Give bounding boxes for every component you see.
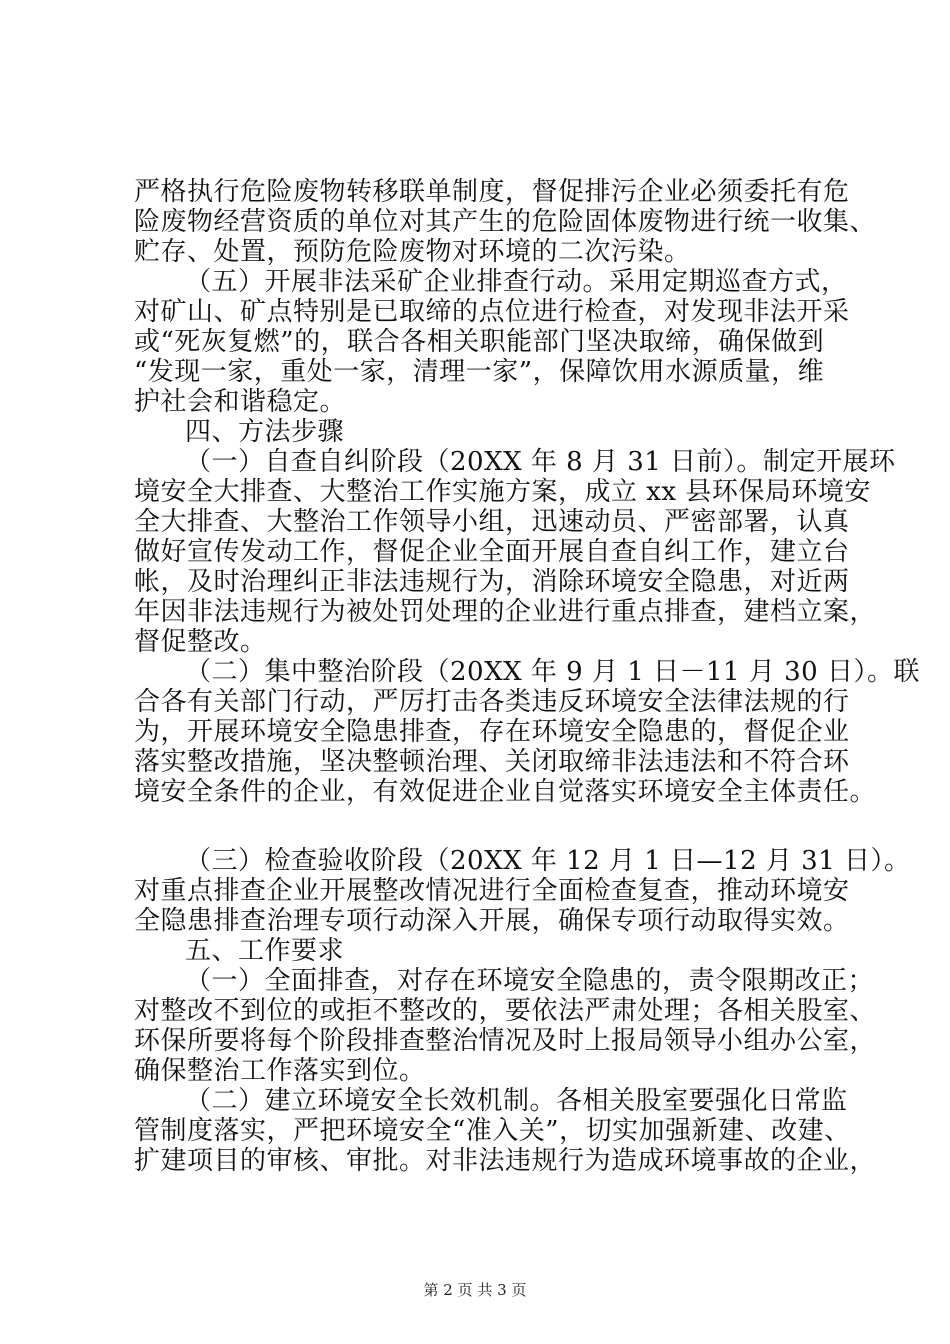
text-line: （二）集中整治阶段（20XX 年 9 月 1 日－11 月 30 日）。联: [185, 657, 920, 687]
text-line: 年因非法违规行为被处罚处理的企业进行重点排查，建档立案，: [134, 597, 877, 627]
text-line: 合各有关部门行动，严厉打击各类违反环境安全法律法规的行: [134, 687, 850, 717]
text-line: 确保整治工作落实到位。: [134, 1056, 426, 1086]
section-heading: 五、工作要求: [185, 936, 345, 966]
text-line: （三）检查验收阶段（20XX 年 12 月 1 日—12 月 31 日）。: [185, 846, 911, 876]
text-line: 环保所要将每个阶段排查整治情况及时上报局领导小组办公室，: [134, 1026, 877, 1056]
text-line: 险废物经营资质的单位对其产生的危险固体废物进行统一收集、: [134, 207, 877, 237]
text-line: 护社会和谐稳定。: [134, 387, 347, 417]
text-line: 落实整改措施，坚决整顿治理、关闭取缔非法违法和不符合环: [134, 747, 850, 777]
text-line: 做好宣传发动工作，督促企业全面开展自查自纠工作，建立台: [134, 537, 850, 567]
text-line: 督促整改。: [134, 627, 267, 657]
text-line: 对矿山、矿点特别是已取缔的点位进行检查，对发现非法开采: [134, 297, 850, 327]
text-line: （五）开展非法采矿企业排查行动。采用定期巡查方式，: [185, 267, 848, 297]
text-line: “发现一家，重处一家，清理一家”，保障饮用水源质量，维: [134, 357, 825, 387]
text-line: 全大排查、大整治工作领导小组，迅速动员、严密部署，认真: [134, 507, 850, 537]
text-line: 为，开展环境安全隐患排查，存在环境安全隐患的，督促企业: [134, 717, 850, 747]
text-line: 境安全大排查、大整治工作实施方案，成立 xx 县环保局环境安: [134, 477, 871, 507]
text-line: 帐，及时治理纠正非法违规行为，消除环境安全隐患，对近两: [134, 567, 850, 597]
section-heading: 四、方法步骤: [185, 417, 345, 447]
text-line: 严格执行危险废物转移联单制度，督促排污企业必须委托有危: [134, 177, 850, 207]
text-line: 扩建项目的审核、审批。对非法违规行为造成环境事故的企业，: [134, 1146, 877, 1176]
text-line: （一）全面排查，对存在环境安全隐患的，责令限期改正；: [185, 966, 875, 996]
text-line: 对整改不到位的或拒不整改的，要依法严肃处理；各相关股室、: [134, 996, 877, 1026]
text-line: 管制度落实，严把环境安全“准入关”，切实加强新建、改建、: [134, 1116, 851, 1146]
page-number-footer: 第 2 页 共 3 页: [423, 1281, 527, 1299]
text-line: 对重点排查企业开展整改情况进行全面检查复查，推动环境安: [134, 876, 850, 906]
text-line: （二）建立环境安全长效机制。各相关股室要强化日常监: [185, 1086, 848, 1116]
text-line: （一）自查自纠阶段（20XX 年 8 月 31 日前）。制定开展环: [185, 447, 896, 477]
text-line: 全隐患排查治理专项行动深入开展，确保专项行动取得实效。: [134, 906, 850, 936]
text-line: 境安全条件的企业，有效促进企业自觉落实环境安全主体责任。: [134, 777, 877, 807]
text-line: 或“死灰复燃”的，联合各相关职能部门坚决取缔，确保做到: [134, 327, 825, 357]
text-line: 贮存、处置，预防危险废物对环境的二次污染。: [134, 237, 691, 267]
